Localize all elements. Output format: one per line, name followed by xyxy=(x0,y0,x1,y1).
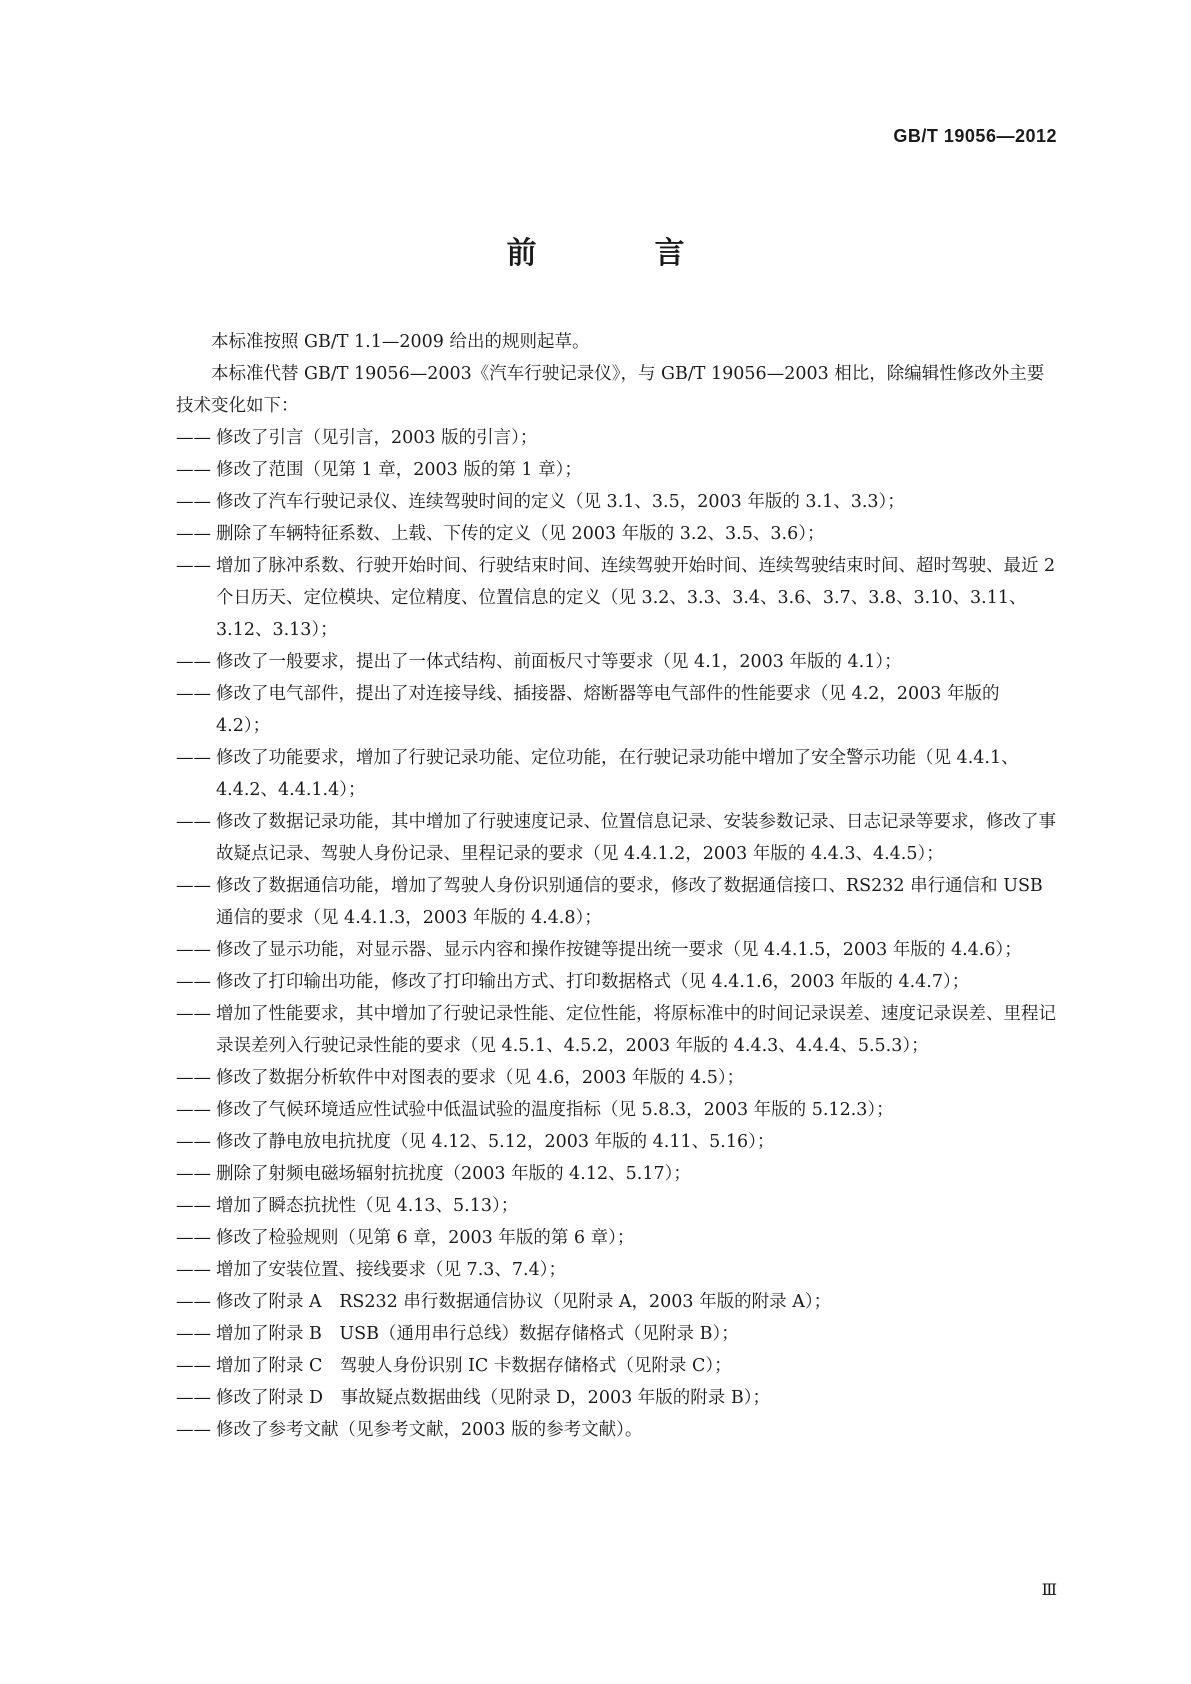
change-item-text: 修改了打印输出功能，修改了打印输出方式、打印数据格式（见 4.4.1.6，2003 年版的 4.4.7）； xyxy=(216,972,970,992)
list-dash: —— xyxy=(176,1004,211,1024)
change-item-text: 增加了安装位置、接线要求（见 7.3、7.4）； xyxy=(216,1260,566,1280)
list-dash: —— xyxy=(176,748,211,768)
list-dash: —— xyxy=(176,1388,211,1408)
change-item xyxy=(176,742,1056,806)
list-dash: —— xyxy=(176,652,211,672)
change-item-text: 修改了功能要求，增加了行驶记录功能、定位功能，在行驶记录功能中增加了安全警示功能（见 4.4.1、4.4.2、4.4.1.4）； xyxy=(216,748,1019,800)
change-item-text: 删除了车辆特征系数、上载、下传的定义（见 2003 年版的 3.2、3.5、3.6）； xyxy=(216,524,825,544)
list-dash: —— xyxy=(176,460,211,480)
change-item-text: 修改了参考文献（见参考文献，2003 版的参考文献）。 xyxy=(216,1420,643,1440)
change-item-text: 修改了电气部件，提出了对连接导线、插接器、熔断器等电气部件的性能要求（见 4.2，2003 年版的 4.2）； xyxy=(216,684,1006,736)
list-dash: —— xyxy=(176,1068,211,1088)
change-item xyxy=(176,1414,1056,1446)
change-item xyxy=(176,646,1056,678)
list-dash: —— xyxy=(176,1420,211,1440)
change-item-text: 增加了瞬态抗扰性（见 4.13、5.13）； xyxy=(216,1196,519,1216)
list-dash: —— xyxy=(176,1164,211,1184)
change-item-text: 修改了附录 D 事故疑点数据曲线（见附录 D，2003 年版的附录 B）； xyxy=(216,1388,770,1408)
list-dash: —— xyxy=(176,556,211,576)
change-item xyxy=(176,1126,1056,1158)
paragraph-replacement-summary: 本标准代替 GB/T 19056—2003《汽车行驶记录仪》，与 GB/T 19056—2003 相比，除编辑性修改外主要技术变化如下： xyxy=(176,364,1045,416)
change-item-text: 增加了脉冲系数、行驶开始时间、行驶结束时间、连续驾驶开始时间、连续驾驶结束时间、超时驾驶、最近 2 个日历天、定位模块、定位精度、位置信息的定义（见 3.2、3.3、3.4、3.6、3.7、3.8、3.10、3.11、3.12、3.13）； xyxy=(216,556,1061,640)
change-item-text: 修改了数据通信功能，增加了驾驶人身份识别通信的要求，修改了数据通信接口、RS232 串行通信和 USB 通信的要求（见 4.4.1.3，2003 年版的 4.4.8）； xyxy=(216,876,1049,928)
list-dash: —— xyxy=(176,1196,211,1216)
list-dash: —— xyxy=(176,428,211,448)
change-item-text: 修改了静电放电抗扰度（见 4.12、5.12，2003 年版的 4.11、5.16）； xyxy=(216,1132,775,1152)
change-item xyxy=(176,422,1056,454)
page-title: 前 言 xyxy=(506,236,729,271)
change-item xyxy=(176,518,1056,550)
change-item xyxy=(176,1286,1056,1318)
change-item xyxy=(176,1158,1056,1190)
standard-code: GB/T 19056—2012 xyxy=(893,126,1057,146)
change-item xyxy=(176,1318,1056,1350)
document-body xyxy=(176,326,1061,1446)
change-item xyxy=(176,806,1056,870)
change-item-text: 删除了射频电磁场辐射抗扰度（2003 年版的 4.12、5.17）； xyxy=(216,1164,691,1184)
list-dash: —— xyxy=(176,1228,211,1248)
list-dash: —— xyxy=(176,1356,211,1376)
change-item xyxy=(176,1062,1056,1094)
change-item xyxy=(176,1382,1056,1414)
change-item xyxy=(176,486,1056,518)
change-item-text: 修改了汽车行驶记录仪、连续驾驶时间的定义（见 3.1、3.5，2003 年版的 3.1、3.3）； xyxy=(216,492,905,512)
change-item-text: 修改了一般要求，提出了一体式结构、前面板尺寸等要求（见 4.1，2003 年版的 4.1）； xyxy=(216,652,902,672)
change-item xyxy=(176,966,1056,998)
change-item xyxy=(176,454,1056,486)
change-list xyxy=(176,422,1061,1446)
change-item xyxy=(176,870,1056,934)
list-dash: —— xyxy=(176,1132,211,1152)
list-dash: —— xyxy=(176,812,211,832)
list-dash: —— xyxy=(176,524,211,544)
change-item xyxy=(176,1094,1056,1126)
change-item-text: 增加了性能要求，其中增加了行驶记录性能、定位性能，将原标准中的时间记录误差、速度记录误差、里程记录误差列入行驶记录性能的要求（见 4.5.1、4.5.2，2003 年版的 4.4.3、4.4.4、5.5.3）； xyxy=(216,1004,1056,1056)
change-item xyxy=(176,678,1056,742)
change-item xyxy=(176,550,1061,646)
change-item-text: 修改了附录 A RS232 串行数据通信协议（见附录 A，2003 年版的附录 A）； xyxy=(216,1292,832,1312)
list-dash: —— xyxy=(176,1292,211,1312)
list-dash: —— xyxy=(176,972,211,992)
change-item-text: 增加了附录 C 驾驶人身份识别 IC 卡数据存储格式（见附录 C）； xyxy=(216,1356,732,1376)
list-dash: —— xyxy=(176,1100,211,1120)
change-item-text: 增加了附录 B USB（通用串行总线）数据存储格式（见附录 B）； xyxy=(216,1324,739,1344)
list-dash: —— xyxy=(176,1260,211,1280)
change-item xyxy=(176,934,1056,966)
change-item-text: 修改了数据记录功能，其中增加了行驶速度记录、位置信息记录、安装参数记录、日志记录等要求，修改了事故疑点记录、驾驶人身份记录、里程记录的要求（见 4.4.1.2，2003 年版的 4.4.3、4.4.5）； xyxy=(216,812,1056,864)
change-item-text: 修改了数据分析软件中对图表的要求（见 4.6，2003 年版的 4.5）； xyxy=(216,1068,745,1088)
paragraph-drafting-rules: 本标准按照 GB/T 1.1—2009 给出的规则起草。 xyxy=(211,332,590,352)
change-item xyxy=(176,1254,1056,1286)
list-dash: —— xyxy=(176,492,211,512)
change-item-text: 修改了气候环境适应性试验中低温试验的温度指标（见 5.8.3，2003 年版的 5.12.3）； xyxy=(216,1100,894,1120)
change-item xyxy=(176,1222,1056,1254)
change-item-text: 修改了引言（见引言，2003 版的引言）； xyxy=(216,428,538,448)
change-item xyxy=(176,998,1056,1062)
change-item-text: 修改了显示功能，对显示器、显示内容和操作按键等提出统一要求（见 4.4.1.5，2003 年版的 4.4.6）； xyxy=(216,940,1022,960)
list-dash: —— xyxy=(176,940,211,960)
change-item xyxy=(176,1350,1056,1382)
change-item-text: 修改了范围（见第 1 章，2003 版的第 1 章）； xyxy=(216,460,582,480)
change-item-text: 修改了检验规则（见第 6 章，2003 年版的第 6 章）； xyxy=(216,1228,635,1248)
change-item xyxy=(176,1190,1056,1222)
list-dash: —— xyxy=(176,684,211,704)
page-number: Ⅲ xyxy=(1041,1580,1057,1599)
list-dash: —— xyxy=(176,876,211,896)
list-dash: —— xyxy=(176,1324,211,1344)
